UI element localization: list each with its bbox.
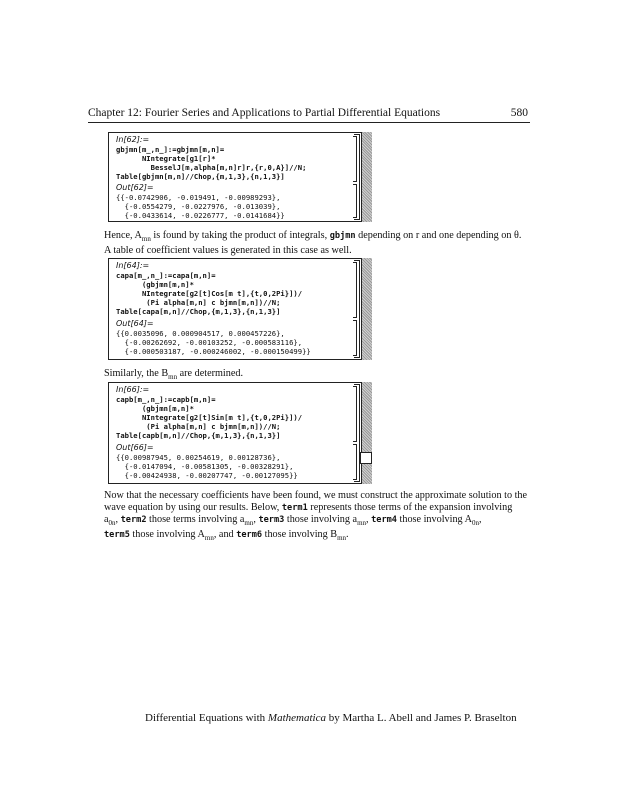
input-label: In[64]:= (116, 261, 150, 270)
notebook-cell-64 (108, 258, 370, 360)
output-label: Out[66]= (116, 443, 154, 452)
scrollbar[interactable] (361, 132, 372, 222)
output-text: {{0.00987945, 0.00254619, 0.00128736}, {-0.0147094, -0.00581305, -0.00328291}, {-0.00424938, -0.00207747, -0.00127095}} (116, 453, 298, 480)
notebook-cell-62 (108, 132, 370, 222)
input-label: In[66]:= (116, 385, 150, 394)
header-rule (88, 122, 530, 123)
output-text: {{0.0035096, 0.000904517, 0.000457226}, {-0.00262692, -0.00103252, -0.000583116}, {-0.000503187, -0.000246002, -0.000150499}} (116, 329, 311, 356)
output-label: Out[64]= (116, 319, 154, 328)
paragraph-2: Similarly, the $B_{mn}$ are determined. (104, 368, 243, 382)
scrollbar[interactable] (361, 382, 372, 484)
scrollbar[interactable] (361, 258, 372, 360)
cell-brackets[interactable] (350, 134, 360, 220)
input-code[interactable]: capb[m_,n_]:=capb[m,n]= (gbjmn[m,n]* NIntegrate[g2[t]Sin[m t],{t,0,2Pi}])/ (Pi alpha[m,n] c bjmn[m,n])//N; Table[capb[m,n]//Chop,{m,1,3},{n,1,3}] (116, 395, 303, 440)
cell-brackets[interactable] (350, 384, 360, 482)
scrollbar-thumb[interactable] (360, 452, 372, 464)
input-label: In[62]:= (116, 135, 150, 144)
paragraph-3: Now that the necessary coefficients have been found, we must construct the approximate solution to the wave equation by using our results. Below, term1 represents those terms of the expansion involving $a_{0n}$, term2 those terms involving $a_{mn}$, term3 those involving $a_{mn}$, term4 those involving $A_{0n}$, term5 those involving $A_{mn}$, and term6 those involving $B_{mn}$. (104, 490, 528, 543)
page-number: 580 (510, 107, 528, 119)
paragraph-1: Hence, $A_{mn}$ is found by taking the product of integrals, gbjmn depending on r and one depending on θ. A table of coefficient values is generated in this case as well. (104, 230, 522, 257)
page-footer: Differential Equations with Mathematica by Martha L. Abell and James P. Braselton (145, 712, 517, 724)
input-code[interactable]: capa[m_,n_]:=capa[m,n]= (gbjmn[m,n]* NIntegrate[g2[t]Cos[m t],{t,0,2Pi}])/ (Pi alpha[m,n] c bjmn[m,n])//N; Table[capa[m,n]//Chop,{m,1,3},{n,1,3}] (116, 271, 303, 316)
page-header (88, 107, 528, 119)
chapter-title: Chapter 12: Fourier Series and Applications to Partial Differential Equations (88, 107, 441, 119)
output-text: {{-0.0742906, -0.019491, -0.00989293}, {-0.0554279, -0.0227976, -0.013039}, {-0.0433614, -0.0226777, -0.0141684}} (116, 193, 285, 220)
input-code[interactable]: gbjmn[m_,n_]:=gbjmn[m,n]= NIntegrate[g1[r]* BesselJ[m,alpha[m,n]r]r,{r,0,A}]//N; Table[gbjmn[m,n]//Chop,{m,1,3},{n,1,3}] (116, 145, 307, 181)
notebook-cell-66 (108, 382, 370, 484)
output-label: Out[62]= (116, 183, 154, 192)
cell-brackets[interactable] (350, 260, 360, 358)
